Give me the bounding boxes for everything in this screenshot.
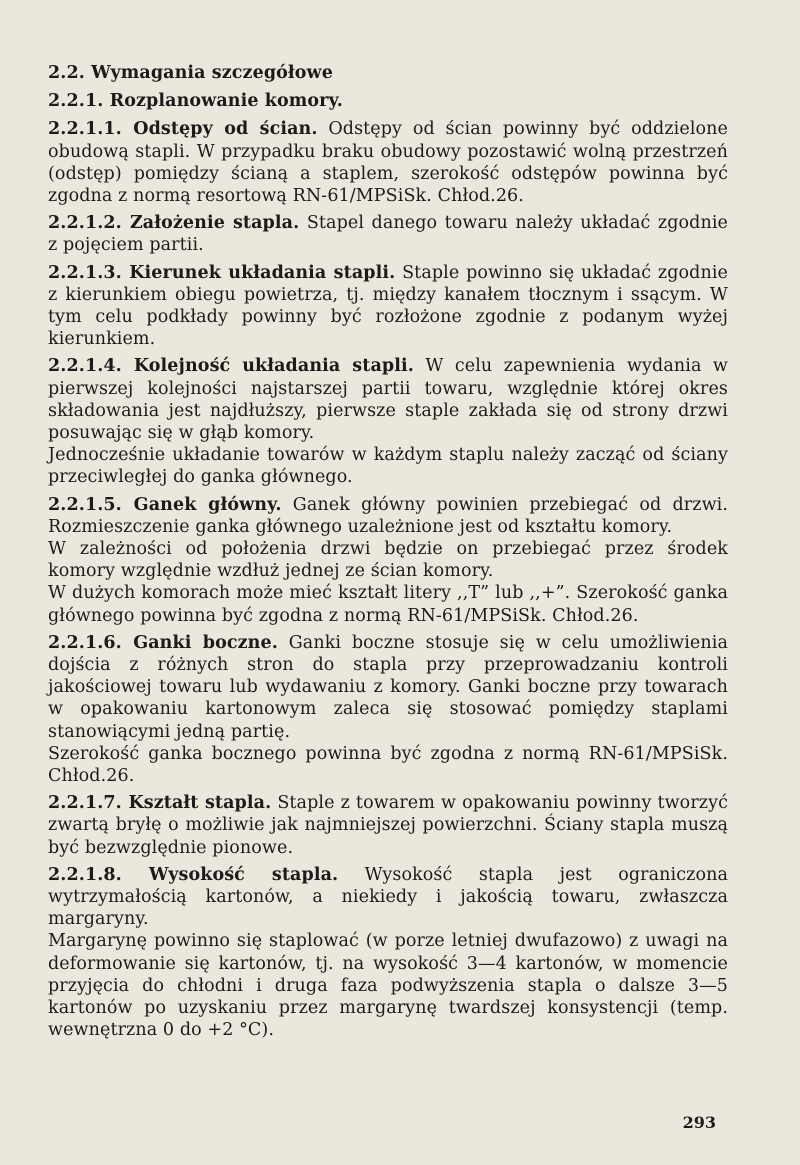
section-text: W celu zapewnienia wydania w pierwszej kolejności najstarszej partii towaru, względnie której okres składowania jest najdłuższy, pierwsze staple zakłada się od strony drzwi posuwając się w głąb komory.	[48, 356, 728, 444]
section-text: Staple powinno się układać zgodnie z kierunkiem obiegu powietrza, tj. między kanałem tłocznym i ssącym. W tym celu podkłady powinny być rozłożone zgodnie z podanym wyżej kierunkiem.	[48, 262, 728, 350]
section-paragraph	[48, 864, 728, 931]
section-heading	[48, 356, 414, 376]
section-paragraph: Jednocześnie układanie towarów w każdym staplu należy zacząć od ściany przeciwległej do ganka głównego.	[48, 445, 728, 488]
section-number: 2.2.1.8.	[48, 864, 122, 885]
section-heading	[48, 793, 271, 813]
section-2-2-1-8	[48, 864, 728, 1042]
section-heading	[48, 495, 282, 515]
section-paragraph	[48, 355, 728, 444]
section-paragraph	[48, 792, 728, 859]
heading-main: 2.2. Wymagania szczegółowe	[48, 63, 333, 83]
section-paragraph	[48, 212, 728, 256]
section-text: Ganki boczne stosuje się w celu umożliwienia dojścia z różnych stron do stapla przy przeprowadzaniu kontroli jakościowej towaru lub wydawaniu z komory. Ganki boczne przy towarach w opakowaniu kartonowym zaleca się stosować pomiędzy staplami stanowiącymi jedną partię.	[48, 632, 728, 742]
section-number: 2.2.1.6.	[48, 632, 122, 653]
section-number: 2.2.1.1.	[48, 119, 122, 140]
section-text: Wysokość stapla jest ograniczona wytrzymałością kartonów, a niekiedy i jakością towaru, zwłaszcza margaryny.	[48, 864, 728, 930]
section-title: Odstępy od ścian.	[133, 119, 318, 140]
section-paragraph	[48, 118, 728, 207]
section-2-2-1-4	[48, 355, 728, 488]
section-title: Ganki boczne.	[133, 632, 278, 653]
section-heading	[48, 213, 299, 233]
section-number: 2.2.1.5.	[48, 494, 122, 515]
section-title: Kształt stapla.	[128, 793, 272, 814]
section-number: 2.2.1.2.	[48, 213, 122, 234]
section-text: Odstępy od ścian powinny być oddzielone obudową stapli. W przypadku braku obudowy pozostawić wolną przestrzeń (odstęp) pomiędzy ścianą a staplem, szerokość odstępów powinna być zgodna z normą resortową RN-61/MPSiSk. Chłod.26.	[48, 119, 728, 206]
section-title: Ganek główny.	[133, 494, 282, 515]
section-2-2-1-3	[48, 262, 728, 351]
section-paragraph: Margarynę powinno się staplować (w porze letniej dwufazowo) z uwagi na deformowanie się kartonów, tj. na wysokość 3—4 kartonów, w momencie przyjęcia do chłodni i druga faza podwyższenia stapla o dalsze 3—5 kartonów po uzyskaniu przez margarynę twardszej konsystencji (temp. wewnętrzna 0 do +2 °C).	[48, 931, 728, 1041]
section-heading	[48, 865, 338, 885]
section-number: 2.2.1.4.	[48, 356, 122, 377]
page-content	[48, 62, 728, 1047]
section-paragraph	[48, 494, 728, 538]
page-number: 293	[682, 1113, 716, 1132]
heading-sub: 2.2.1. Rozplanowanie komory.	[48, 91, 343, 112]
section-2-2-1-6	[48, 632, 728, 787]
section-heading	[48, 263, 395, 283]
section-heading	[48, 633, 278, 653]
section-title: Wysokość stapla.	[148, 864, 339, 885]
section-paragraph: W dużych komorach może mieć kształt litery ,,T” lub ,,+”. Szerokość ganka głównego powinna być zgodna z normą RN-61/MPSiSk. Chłod.26.	[48, 583, 728, 626]
section-paragraph: W zależności od położenia drzwi będzie on przebiegać przez środek komory względnie wzdłuż jednej ze ścian komory.	[48, 539, 728, 582]
section-text: Stapel danego towaru należy układać zgodnie z pojęciem partii.	[48, 213, 728, 256]
section-title: Założenie stapla.	[129, 213, 300, 234]
section-title: Kierunek układania stapli.	[129, 262, 396, 283]
section-title: Kolejność układania stapli.	[133, 356, 414, 377]
section-text: Staple z towarem w opakowaniu powinny tworzyć zwartą bryłę o możliwie jak najmniejszej powierzchni. Ściany stapla muszą być bezwzględnie pionowe.	[48, 793, 728, 858]
section-heading	[48, 119, 318, 139]
section-paragraph: Szerokość ganka bocznego powinna być zgodna z normą RN-61/MPSiSk. Chłod.26.	[48, 743, 728, 787]
section-number: 2.2.1.3.	[48, 262, 122, 283]
section-number: 2.2.1.7.	[48, 793, 122, 814]
section-2-2-1-1	[48, 118, 728, 207]
section-paragraph	[48, 632, 728, 743]
section-2-2-1-5	[48, 494, 728, 627]
section-2-2-1-2	[48, 212, 728, 256]
section-paragraph	[48, 262, 728, 351]
section-text: Ganek główny powinien przebiegać od drzwi. Rozmieszczenie ganka głównego uzależnione jest od kształtu komory.	[48, 494, 729, 537]
section-2-2-1-7	[48, 792, 728, 859]
